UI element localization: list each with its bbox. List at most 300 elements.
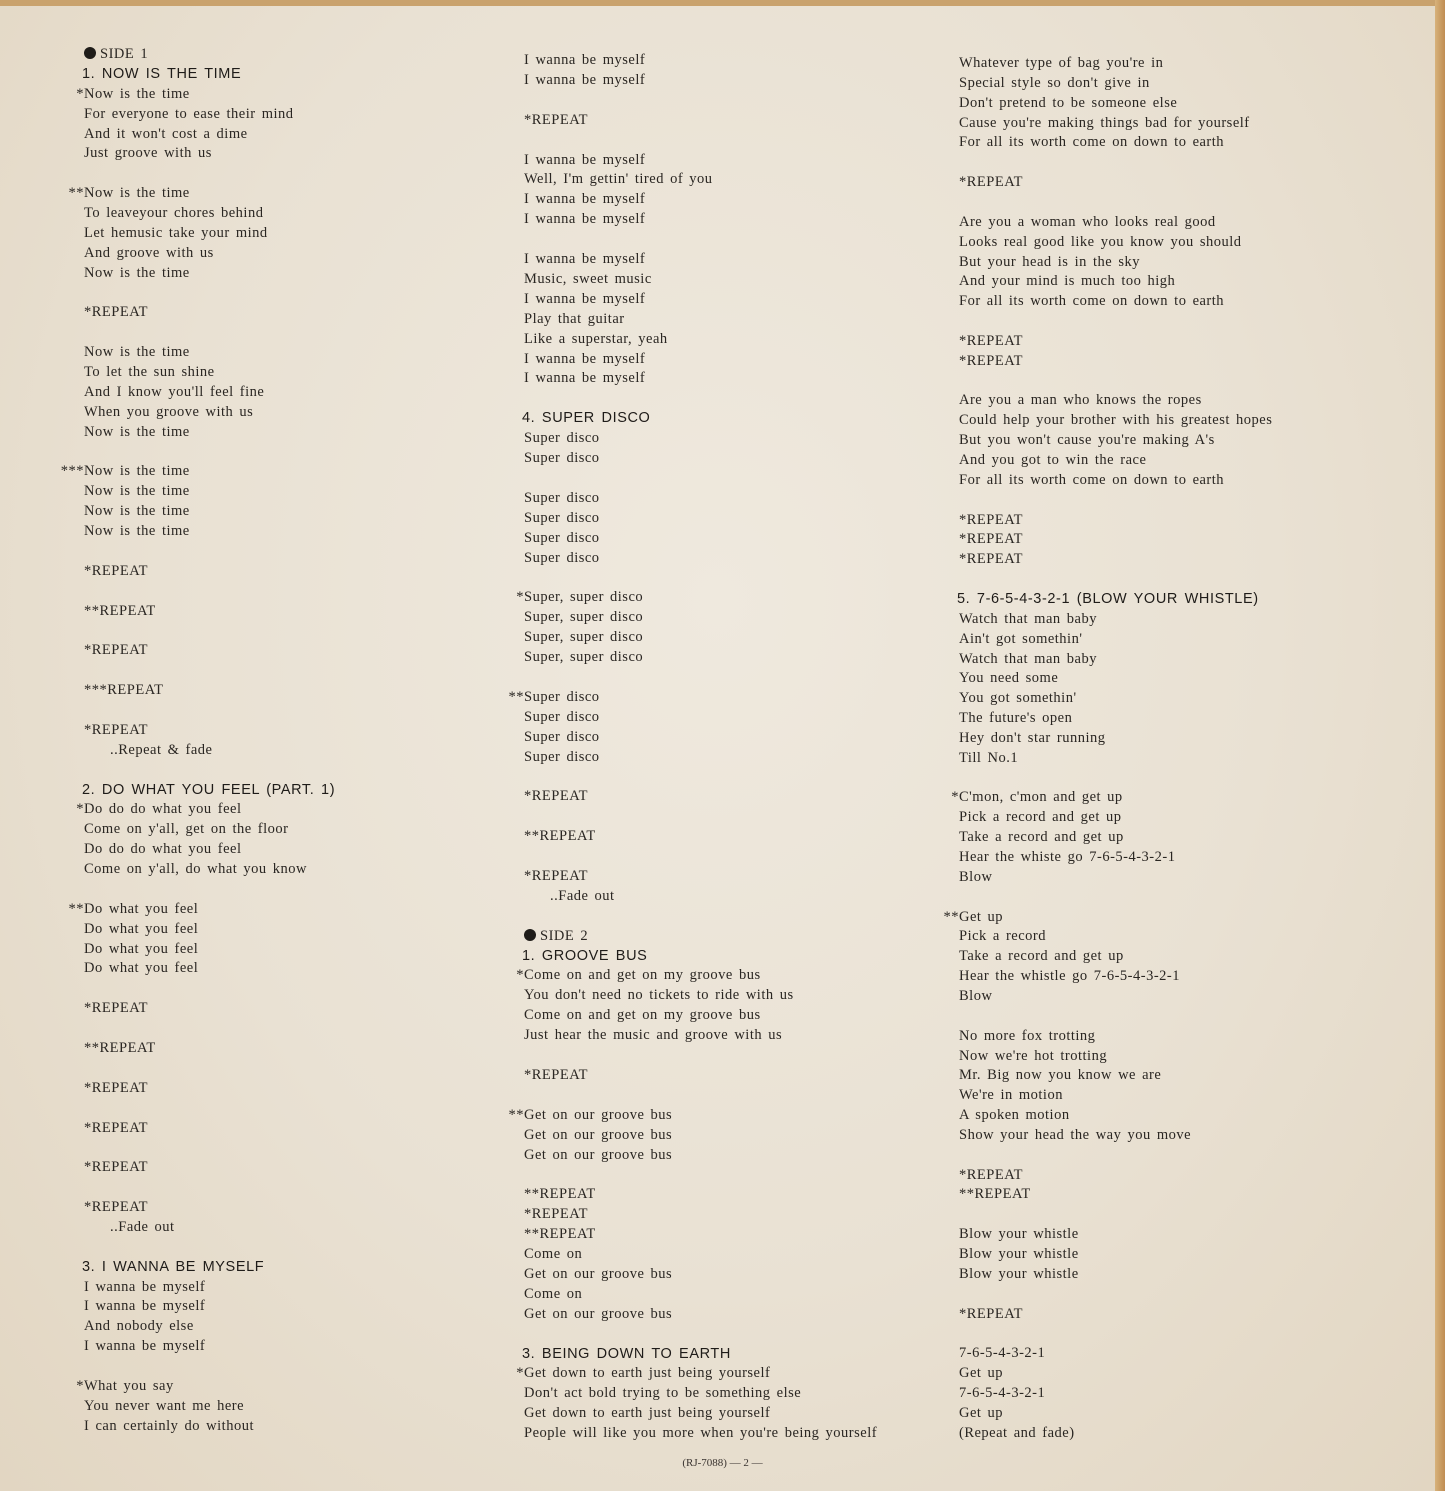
line-text: For all its worth come on down to earth xyxy=(959,471,1225,488)
lyric-line xyxy=(84,680,163,700)
lyric-line xyxy=(524,707,600,727)
lyric-line xyxy=(959,53,1163,73)
lyric-line xyxy=(84,1396,244,1416)
line-text: No more fox trotting xyxy=(959,1027,1096,1044)
line-text: Super disco xyxy=(524,549,600,566)
line-text: Do do do what you feel xyxy=(84,801,242,818)
side-heading xyxy=(524,926,588,946)
line-text: Looks real good like you know you should xyxy=(959,233,1242,250)
lyric-line xyxy=(84,143,212,163)
line-text: Do what you feel xyxy=(84,900,199,917)
line-text: Super, super disco xyxy=(524,609,644,626)
lyric-line xyxy=(524,70,645,90)
line-text: Get on our groove bus xyxy=(524,1106,673,1123)
lyric-line xyxy=(84,382,264,402)
lyric-line xyxy=(84,1038,156,1058)
line-text: I wanna be myself xyxy=(84,1278,206,1295)
line-text: **REPEAT xyxy=(959,1186,1031,1203)
line-text: But you won't cause you're making A's xyxy=(959,432,1215,449)
lyric-line xyxy=(951,787,1123,807)
lyric-line xyxy=(524,528,600,548)
line-text: Whatever type of bag you're in xyxy=(959,55,1164,71)
lyric-line xyxy=(524,1284,582,1304)
lyric-line xyxy=(959,1165,1023,1185)
line-text: **REPEAT xyxy=(524,1186,596,1203)
lyric-line xyxy=(84,263,190,283)
line-text: And I know you'll feel fine xyxy=(84,383,265,400)
line-text: Super disco xyxy=(524,450,600,466)
lyric-line xyxy=(524,1403,770,1423)
lyric-line xyxy=(959,946,1124,966)
line-text: You don't need no tickets to ride with us xyxy=(524,987,794,1004)
repeat-marker: * xyxy=(516,589,524,606)
line-text: I wanna be myself xyxy=(524,151,646,168)
lyric-line xyxy=(524,826,596,846)
lyric-line xyxy=(550,886,615,906)
lyric-line xyxy=(959,172,1023,192)
lyric-line xyxy=(524,1025,782,1045)
line-text: We're in motion xyxy=(959,1087,1063,1104)
lyric-line xyxy=(508,1105,673,1125)
line-text: Till No.1 xyxy=(959,749,1019,766)
lyric-line xyxy=(524,1423,877,1443)
line-text: Music, sweet music xyxy=(524,270,652,287)
lyric-line xyxy=(524,150,645,170)
lyric-line xyxy=(959,1105,1070,1125)
repeat-marker: ** xyxy=(508,1106,524,1123)
lyric-line xyxy=(959,867,992,887)
lyric-line xyxy=(76,84,190,104)
line-text: I wanna be myself xyxy=(524,251,646,267)
bullet-icon xyxy=(524,929,536,941)
lyric-line xyxy=(84,1157,148,1177)
line-text: (Repeat and fade) xyxy=(959,1424,1075,1441)
lyric-line xyxy=(84,422,190,442)
line-text: *REPEAT xyxy=(959,352,1023,369)
line-text: To let the sun shine xyxy=(84,364,215,381)
line-text: 4. SUPER DISCO xyxy=(522,410,651,427)
lyric-line xyxy=(110,740,213,760)
line-text: Could help your brother with his greatest hopes xyxy=(959,412,1273,429)
line-text: C'mon, c'mon and get up xyxy=(959,789,1123,806)
lyric-line xyxy=(524,1204,588,1224)
line-text: And your mind is much too high xyxy=(959,273,1176,290)
line-text: *REPEAT xyxy=(524,1066,588,1083)
lyric-line xyxy=(84,362,215,382)
lyric-line xyxy=(84,919,198,939)
lyric-line xyxy=(959,291,1224,311)
lyric-line xyxy=(524,169,713,189)
line-text: SIDE 1 xyxy=(100,46,149,62)
line-text: Now is the time xyxy=(84,423,190,440)
lyric-line xyxy=(959,926,1046,946)
line-text: Blow xyxy=(959,987,993,1004)
lyric-line xyxy=(959,728,1105,748)
line-text: Mr. Big now you know we are xyxy=(959,1067,1162,1084)
lyric-line xyxy=(84,819,288,839)
line-text: You got somethin' xyxy=(959,690,1077,707)
lyric-line xyxy=(84,203,263,223)
lyric-line xyxy=(84,521,190,541)
line-text: 5. 7-6-5-4-3-2-1 (BLOW YOUR WHISTLE) xyxy=(957,590,1259,607)
line-text: I wanna be myself xyxy=(524,350,646,367)
line-text: Do what you feel xyxy=(84,960,199,977)
line-text: Do do do what you feel xyxy=(84,841,242,858)
line-text: *REPEAT xyxy=(959,332,1023,349)
line-text: *REPEAT xyxy=(959,511,1023,528)
lyric-line xyxy=(959,807,1122,827)
line-text: I wanna be myself xyxy=(84,1338,206,1355)
line-text: Super, super disco xyxy=(524,629,644,646)
lyric-line xyxy=(959,73,1150,93)
line-text: Show your head the way you move xyxy=(959,1126,1192,1143)
line-text: Take a record and get up xyxy=(959,948,1124,965)
line-text: Pick a record xyxy=(959,928,1046,945)
song-title xyxy=(82,1257,264,1277)
lyric-line xyxy=(959,1383,1045,1403)
line-text: Super disco xyxy=(524,430,600,447)
lyric-line xyxy=(524,1224,596,1244)
line-text: *REPEAT xyxy=(84,1079,148,1096)
line-text: To leaveyour chores behind xyxy=(84,205,264,222)
line-text: 7-6-5-4-3-2-1 xyxy=(959,1384,1046,1401)
line-text: Now is the time xyxy=(84,503,190,520)
line-text: Special style so don't give in xyxy=(959,74,1150,91)
line-text: I wanna be myself xyxy=(524,71,646,88)
lyric-line xyxy=(959,450,1146,470)
line-text: Now is the time xyxy=(84,463,190,480)
line-text: Watch that man baby xyxy=(959,650,1097,667)
lyric-line xyxy=(959,1085,1063,1105)
lyric-line xyxy=(84,958,198,978)
lyric-line xyxy=(959,1244,1079,1264)
line-text: *REPEAT xyxy=(84,1000,148,1017)
lyric-line xyxy=(959,132,1224,152)
lyric-sheet xyxy=(0,6,1436,1491)
line-text: 1. NOW IS THE TIME xyxy=(82,65,242,82)
catalog-footer: (RJ-7088) — 2 — xyxy=(682,1457,763,1469)
lyric-line xyxy=(84,302,148,322)
line-text: Now is the time xyxy=(84,85,190,102)
lyric-line xyxy=(84,1416,254,1436)
song-title xyxy=(957,589,1259,609)
line-text: Get on our groove bus xyxy=(524,1305,673,1322)
repeat-marker: * xyxy=(951,789,959,806)
line-text: **REPEAT xyxy=(84,602,156,619)
lyric-line xyxy=(524,50,645,70)
repeat-marker: ** xyxy=(508,688,524,705)
lyric-line xyxy=(516,1363,771,1383)
line-text: Get on our groove bus xyxy=(524,1265,673,1282)
line-text: Now is the time xyxy=(84,483,190,500)
lyric-line xyxy=(84,342,190,362)
lyric-line xyxy=(959,529,1023,549)
line-text: Now is the time xyxy=(84,185,190,202)
lyric-line xyxy=(959,1304,1023,1324)
line-text: But your head is in the sky xyxy=(959,253,1140,270)
lyric-line xyxy=(524,1264,672,1284)
line-text: ..Repeat & fade xyxy=(110,741,213,758)
line-text: I wanna be myself xyxy=(524,370,646,387)
side-heading xyxy=(84,44,148,64)
line-text: Super disco xyxy=(524,529,600,546)
line-text: Get up xyxy=(959,1365,1004,1382)
line-text: Come on xyxy=(524,1285,583,1302)
column-2 xyxy=(508,6,964,1486)
line-text: Super, super disco xyxy=(524,589,644,606)
lyric-line xyxy=(943,907,1004,927)
line-text: Cause you're making things bad for yourself xyxy=(959,114,1250,131)
line-text: *REPEAT xyxy=(959,531,1023,548)
line-text: And nobody else xyxy=(84,1318,194,1335)
bullet-icon xyxy=(84,47,96,59)
lyric-line xyxy=(524,209,645,229)
line-text: And groove with us xyxy=(84,244,214,261)
lyric-line xyxy=(959,252,1140,272)
lyric-line xyxy=(959,986,992,1006)
line-text: Like a superstar, yeah xyxy=(524,330,668,347)
lyric-line xyxy=(959,1026,1095,1046)
line-text: *REPEAT xyxy=(524,867,588,884)
line-text: Hear the whiste go 7-6-5-4-3-2-1 xyxy=(959,849,1176,865)
line-text: *REPEAT xyxy=(84,1199,148,1216)
line-text: Pick a record and get up xyxy=(959,809,1122,826)
lyric-line xyxy=(524,428,600,448)
lyric-line xyxy=(959,410,1272,430)
repeat-marker: ** xyxy=(943,908,959,925)
line-text: I wanna be myself xyxy=(84,1298,206,1315)
line-text: **REPEAT xyxy=(84,1040,156,1056)
lyric-line xyxy=(959,470,1224,490)
line-text: Come on xyxy=(524,1246,583,1262)
repeat-marker: * xyxy=(76,801,84,818)
lyric-line xyxy=(959,549,1023,569)
lyric-line xyxy=(959,1046,1107,1066)
lyric-line xyxy=(524,349,645,369)
line-text: *REPEAT xyxy=(84,721,148,738)
lyric-line xyxy=(110,1217,175,1237)
line-text: For everyone to ease their mind xyxy=(84,105,294,122)
lyric-line xyxy=(959,351,1023,371)
lyric-line xyxy=(516,965,761,985)
line-text: Just groove with us xyxy=(84,145,212,162)
lyric-line xyxy=(508,687,600,707)
lyric-line xyxy=(524,309,625,329)
lyric-line xyxy=(84,1296,205,1316)
lyric-line xyxy=(959,430,1215,450)
lyric-line xyxy=(84,1197,148,1217)
lyric-line xyxy=(524,786,588,806)
line-text: Do what you feel xyxy=(84,920,199,937)
lyric-line xyxy=(524,548,600,568)
lyric-line xyxy=(516,587,644,607)
lyric-line xyxy=(524,866,588,886)
line-text: 7-6-5-4-3-2-1 xyxy=(959,1345,1046,1362)
lyric-line xyxy=(524,1125,672,1145)
lyric-line xyxy=(959,668,1058,688)
lyric-line xyxy=(524,1005,761,1025)
lyric-line xyxy=(524,1065,588,1085)
line-text: SIDE 2 xyxy=(540,927,589,944)
lyric-line xyxy=(959,1224,1079,1244)
line-text: Now is the time xyxy=(84,523,190,540)
lyric-line xyxy=(68,183,190,203)
lyric-line xyxy=(524,1184,596,1204)
line-text: Don't act bold trying to be something else xyxy=(524,1385,802,1402)
lyric-line xyxy=(524,488,600,508)
lyric-line xyxy=(524,607,643,627)
line-text: ..Fade out xyxy=(550,887,615,904)
lyric-line xyxy=(959,1403,1003,1423)
lyric-line xyxy=(524,249,645,269)
repeat-marker: * xyxy=(76,1377,84,1394)
line-text: A spoken motion xyxy=(959,1107,1070,1124)
line-text: 2. DO WHAT YOU FEEL (PART. 1) xyxy=(82,781,336,798)
line-text: ..Fade out xyxy=(110,1218,175,1235)
line-text: *REPEAT xyxy=(84,562,148,579)
lyric-line xyxy=(524,1145,672,1165)
line-text: Now is the time xyxy=(84,264,190,281)
line-text: Come on and get on my groove bus xyxy=(524,1007,761,1024)
line-text: You need some xyxy=(959,670,1059,687)
lyric-line xyxy=(84,1336,205,1356)
line-text: ***REPEAT xyxy=(84,682,164,699)
lyric-line xyxy=(84,481,190,501)
lyric-line xyxy=(68,899,199,919)
lyric-line xyxy=(524,269,652,289)
song-title xyxy=(82,780,335,800)
lyric-line xyxy=(60,461,190,481)
line-text: *REPEAT xyxy=(524,111,588,128)
sleeve-edge xyxy=(1435,0,1445,1491)
line-text: I can certainly do without xyxy=(84,1417,254,1434)
line-text: Well, I'm gettin' tired of you xyxy=(524,171,713,188)
lyric-line xyxy=(959,232,1242,252)
line-text: *REPEAT xyxy=(524,788,588,805)
lyric-line xyxy=(959,827,1124,847)
song-title xyxy=(522,408,650,428)
line-text: **REPEAT xyxy=(524,1226,596,1243)
lyric-line xyxy=(76,799,242,819)
lyric-line xyxy=(524,189,645,209)
lyric-line xyxy=(959,708,1072,728)
line-text: *REPEAT xyxy=(84,642,148,659)
lyric-line xyxy=(959,1363,1003,1383)
line-text: Get down to earth just being yourself xyxy=(524,1405,771,1422)
line-text: Play that guitar xyxy=(524,310,625,327)
line-text: People will like you more when you're being yourself xyxy=(524,1425,878,1442)
line-text: You never want me here xyxy=(84,1397,245,1414)
lyric-line xyxy=(84,1118,148,1138)
line-text: Let hemusic take your mind xyxy=(84,224,268,241)
lyric-line xyxy=(524,508,600,528)
lyric-line xyxy=(959,271,1175,291)
repeat-marker: * xyxy=(516,967,524,984)
lyric-line xyxy=(524,1244,582,1264)
line-text: Blow xyxy=(959,868,993,885)
lyric-line xyxy=(959,1065,1161,1085)
lyric-line xyxy=(524,289,645,309)
repeat-marker: ** xyxy=(68,900,84,917)
lyric-line xyxy=(524,647,643,667)
song-title xyxy=(82,64,241,84)
line-text: Super disco xyxy=(524,708,600,725)
lyric-line xyxy=(84,1277,205,1297)
line-text: *REPEAT xyxy=(959,551,1023,568)
lyric-line xyxy=(84,1316,194,1336)
lyric-line xyxy=(959,510,1023,530)
lyric-line xyxy=(524,727,600,747)
lyric-line xyxy=(959,212,1216,232)
lyric-line xyxy=(959,331,1023,351)
line-text: What you say xyxy=(84,1377,174,1394)
lyric-line xyxy=(524,448,600,468)
column-3 xyxy=(943,6,1399,1486)
song-title xyxy=(522,946,647,966)
line-text: Do what you feel xyxy=(84,940,199,957)
line-text: Super disco xyxy=(524,688,600,705)
line-text: Hear the whistle go 7-6-5-4-3-2-1 xyxy=(959,968,1180,985)
lyric-line xyxy=(84,601,156,621)
lyric-line xyxy=(84,243,214,263)
line-text: Come on y'all, do what you know xyxy=(84,861,308,878)
line-text: *REPEAT xyxy=(959,1166,1023,1183)
line-text: Blow your whistle xyxy=(959,1246,1079,1262)
lyric-line xyxy=(524,110,588,130)
line-text: Get on our groove bus xyxy=(524,1146,673,1163)
line-text: *REPEAT xyxy=(84,304,148,321)
lyric-line xyxy=(959,629,1082,649)
line-text: Get down to earth just being yourself xyxy=(524,1365,771,1382)
line-text: Get up xyxy=(959,1404,1004,1421)
lyric-line xyxy=(959,649,1097,669)
repeat-marker: *** xyxy=(60,463,84,480)
line-text: For all its worth come on down to earth xyxy=(959,293,1225,310)
line-text: *REPEAT xyxy=(959,174,1023,191)
line-text: When you groove with us xyxy=(84,403,254,420)
line-text: Are you a man who knows the ropes xyxy=(959,392,1202,409)
repeat-marker: * xyxy=(76,85,84,102)
lyric-line xyxy=(959,748,1018,768)
lyric-line xyxy=(524,368,645,388)
lyric-line xyxy=(959,93,1177,113)
lyric-line xyxy=(84,640,148,660)
lyric-line xyxy=(524,627,643,647)
lyric-line xyxy=(959,1125,1191,1145)
line-text: Come on and get on my groove bus xyxy=(524,967,761,984)
line-text: Don't pretend to be someone else xyxy=(959,94,1178,111)
line-text: Super disco xyxy=(524,489,600,506)
lyric-line xyxy=(84,561,148,581)
lyric-line xyxy=(524,747,600,767)
lyric-line xyxy=(524,329,668,349)
line-text: Now we're hot trotting xyxy=(959,1047,1108,1064)
line-text: Super disco xyxy=(524,728,600,745)
line-text: And it won't cost a dime xyxy=(84,125,248,142)
lyric-line xyxy=(959,847,1175,867)
lyric-line xyxy=(76,1376,174,1396)
line-text: **REPEAT xyxy=(524,828,596,845)
lyric-line xyxy=(84,720,148,740)
line-text: *REPEAT xyxy=(84,1159,148,1176)
line-text: Come on y'all, get on the floor xyxy=(84,821,289,838)
line-text: Super disco xyxy=(524,748,600,765)
lyric-line xyxy=(84,223,268,243)
line-text: Blow your whistle xyxy=(959,1226,1079,1243)
lyric-line xyxy=(84,402,253,422)
line-text: Are you a woman who looks real good xyxy=(959,213,1216,230)
line-text: *REPEAT xyxy=(524,1206,588,1223)
